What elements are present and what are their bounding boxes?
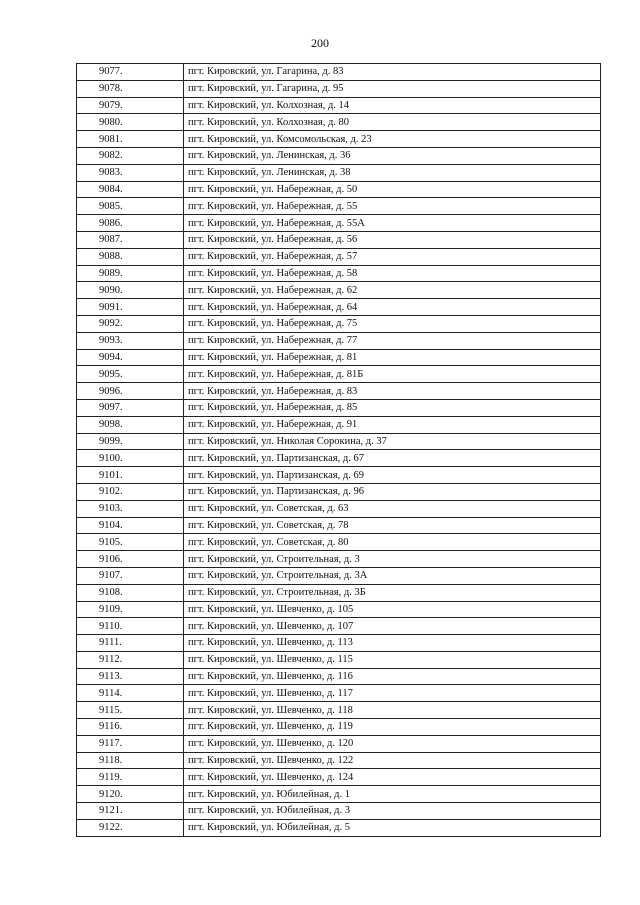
row-address: пгт. Кировский, ул. Набережная, д. 64 — [184, 299, 601, 316]
table-row — [77, 164, 601, 181]
row-number: 9107. — [77, 567, 184, 584]
row-address: пгт. Кировский, ул. Советская, д. 80 — [184, 534, 601, 551]
row-number: 9108. — [77, 584, 184, 601]
row-number: 9122. — [77, 819, 184, 836]
row-number: 9120. — [77, 786, 184, 803]
row-number: 9080. — [77, 114, 184, 131]
table-row — [77, 181, 601, 198]
row-number: 9087. — [77, 231, 184, 248]
row-address: пгт. Кировский, ул. Комсомольская, д. 23 — [184, 131, 601, 148]
table-row — [77, 399, 601, 416]
table-row — [77, 584, 601, 601]
row-address: пгт. Кировский, ул. Строительная, д. 3Б — [184, 584, 601, 601]
row-address: пгт. Кировский, ул. Набережная, д. 57 — [184, 248, 601, 265]
table-row — [77, 315, 601, 332]
row-number: 9089. — [77, 265, 184, 282]
row-address: пгт. Кировский, ул. Шевченко, д. 113 — [184, 635, 601, 652]
table-row — [77, 803, 601, 820]
row-address: пгт. Кировский, ул. Колхозная, д. 14 — [184, 97, 601, 114]
row-address: пгт. Кировский, ул. Партизанская, д. 67 — [184, 450, 601, 467]
row-number: 9121. — [77, 803, 184, 820]
row-address: пгт. Кировский, ул. Шевченко, д. 107 — [184, 618, 601, 635]
row-address: пгт. Кировский, ул. Николая Сорокина, д. 37 — [184, 433, 601, 450]
row-number: 9098. — [77, 416, 184, 433]
row-number: 9081. — [77, 131, 184, 148]
row-address: пгт. Кировский, ул. Шевченко, д. 124 — [184, 769, 601, 786]
row-number: 9102. — [77, 483, 184, 500]
table-row — [77, 500, 601, 517]
row-address: пгт. Кировский, ул. Набережная, д. 83 — [184, 383, 601, 400]
table-row — [77, 735, 601, 752]
row-address: пгт. Кировский, ул. Набережная, д. 85 — [184, 399, 601, 416]
row-number: 9103. — [77, 500, 184, 517]
table-row — [77, 567, 601, 584]
table-row — [77, 551, 601, 568]
row-number: 9101. — [77, 467, 184, 484]
row-number: 9111. — [77, 635, 184, 652]
row-address: пгт. Кировский, ул. Юбилейная, д. 1 — [184, 786, 601, 803]
row-number: 9114. — [77, 685, 184, 702]
row-number: 9082. — [77, 147, 184, 164]
table-row — [77, 215, 601, 232]
table-row — [77, 719, 601, 736]
page-number: 200 — [311, 36, 329, 50]
row-number: 9105. — [77, 534, 184, 551]
row-number: 9086. — [77, 215, 184, 232]
row-address: пгт. Кировский, ул. Набережная, д. 75 — [184, 315, 601, 332]
row-address: пгт. Кировский, ул. Колхозная, д. 80 — [184, 114, 601, 131]
row-address: пгт. Кировский, ул. Гагарина, д. 95 — [184, 80, 601, 97]
table-row — [77, 64, 601, 81]
table-row — [77, 231, 601, 248]
table-row — [77, 786, 601, 803]
row-address: пгт. Кировский, ул. Набережная, д. 77 — [184, 332, 601, 349]
table-row — [77, 131, 601, 148]
row-number: 9088. — [77, 248, 184, 265]
row-number: 9100. — [77, 450, 184, 467]
row-number: 9090. — [77, 282, 184, 299]
row-address: пгт. Кировский, ул. Шевченко, д. 118 — [184, 702, 601, 719]
row-number: 9116. — [77, 719, 184, 736]
row-address: пгт. Кировский, ул. Строительная, д. 3 — [184, 551, 601, 568]
address-table-body — [77, 64, 601, 837]
row-address: пгт. Кировский, ул. Шевченко, д. 122 — [184, 752, 601, 769]
row-number: 9078. — [77, 80, 184, 97]
row-address: пгт. Кировский, ул. Партизанская, д. 69 — [184, 467, 601, 484]
table-row — [77, 651, 601, 668]
table-row — [77, 198, 601, 215]
row-address: пгт. Кировский, ул. Набережная, д. 81 — [184, 349, 601, 366]
table-row — [77, 265, 601, 282]
row-address: пгт. Кировский, ул. Набережная, д. 55 — [184, 198, 601, 215]
row-address: пгт. Кировский, ул. Шевченко, д. 116 — [184, 668, 601, 685]
row-address: пгт. Кировский, ул. Партизанская, д. 96 — [184, 483, 601, 500]
row-address: пгт. Кировский, ул. Юбилейная, д. 5 — [184, 819, 601, 836]
row-address: пгт. Кировский, ул. Набережная, д. 62 — [184, 282, 601, 299]
row-address: пгт. Кировский, ул. Набережная, д. 58 — [184, 265, 601, 282]
table-row — [77, 416, 601, 433]
row-number: 9094. — [77, 349, 184, 366]
row-address: пгт. Кировский, ул. Ленинская, д. 38 — [184, 164, 601, 181]
row-number: 9099. — [77, 433, 184, 450]
row-address: пгт. Кировский, ул. Набережная, д. 56 — [184, 231, 601, 248]
table-row — [77, 534, 601, 551]
row-address: пгт. Кировский, ул. Советская, д. 63 — [184, 500, 601, 517]
table-row — [77, 483, 601, 500]
table-row — [77, 769, 601, 786]
table-row — [77, 668, 601, 685]
row-address: пгт. Кировский, ул. Гагарина, д. 83 — [184, 64, 601, 81]
row-number: 9097. — [77, 399, 184, 416]
table-row — [77, 702, 601, 719]
table-row — [77, 517, 601, 534]
table-row — [77, 114, 601, 131]
table-row — [77, 433, 601, 450]
row-number: 9119. — [77, 769, 184, 786]
row-address: пгт. Кировский, ул. Набережная, д. 91 — [184, 416, 601, 433]
row-address: пгт. Кировский, ул. Строительная, д. 3А — [184, 567, 601, 584]
row-number: 9079. — [77, 97, 184, 114]
row-number: 9115. — [77, 702, 184, 719]
table-row — [77, 147, 601, 164]
table-row — [77, 332, 601, 349]
row-number: 9112. — [77, 651, 184, 668]
table-row — [77, 635, 601, 652]
row-number: 9109. — [77, 601, 184, 618]
row-address: пгт. Кировский, ул. Набережная, д. 81Б — [184, 366, 601, 383]
row-address: пгт. Кировский, ул. Шевченко, д. 115 — [184, 651, 601, 668]
table-row — [77, 819, 601, 836]
row-number: 9106. — [77, 551, 184, 568]
table-row — [77, 299, 601, 316]
row-address: пгт. Кировский, ул. Шевченко, д. 119 — [184, 719, 601, 736]
row-address: пгт. Кировский, ул. Ленинская, д. 36 — [184, 147, 601, 164]
table-row — [77, 248, 601, 265]
table-row — [77, 349, 601, 366]
row-number: 9077. — [77, 64, 184, 81]
row-number: 9085. — [77, 198, 184, 215]
table-row — [77, 97, 601, 114]
row-address: пгт. Кировский, ул. Набережная, д. 55А — [184, 215, 601, 232]
row-address: пгт. Кировский, ул. Набережная, д. 50 — [184, 181, 601, 198]
table-row — [77, 752, 601, 769]
table-row — [77, 366, 601, 383]
row-address: пгт. Кировский, ул. Юбилейная, д. 3 — [184, 803, 601, 820]
row-address: пгт. Кировский, ул. Шевченко, д. 105 — [184, 601, 601, 618]
table-row — [77, 282, 601, 299]
row-number: 9113. — [77, 668, 184, 685]
table-row — [77, 80, 601, 97]
row-number: 9083. — [77, 164, 184, 181]
table-row — [77, 685, 601, 702]
table-row — [77, 467, 601, 484]
row-address: пгт. Кировский, ул. Шевченко, д. 120 — [184, 735, 601, 752]
table-row — [77, 618, 601, 635]
row-number: 9110. — [77, 618, 184, 635]
row-number: 9117. — [77, 735, 184, 752]
row-number: 9084. — [77, 181, 184, 198]
table-row — [77, 450, 601, 467]
address-table — [76, 63, 601, 837]
row-number: 9093. — [77, 332, 184, 349]
row-address: пгт. Кировский, ул. Советская, д. 78 — [184, 517, 601, 534]
row-number: 9091. — [77, 299, 184, 316]
table-row — [77, 383, 601, 400]
row-number: 9092. — [77, 315, 184, 332]
table-row — [77, 601, 601, 618]
row-address: пгт. Кировский, ул. Шевченко, д. 117 — [184, 685, 601, 702]
row-number: 9104. — [77, 517, 184, 534]
row-number: 9095. — [77, 366, 184, 383]
row-number: 9096. — [77, 383, 184, 400]
row-number: 9118. — [77, 752, 184, 769]
